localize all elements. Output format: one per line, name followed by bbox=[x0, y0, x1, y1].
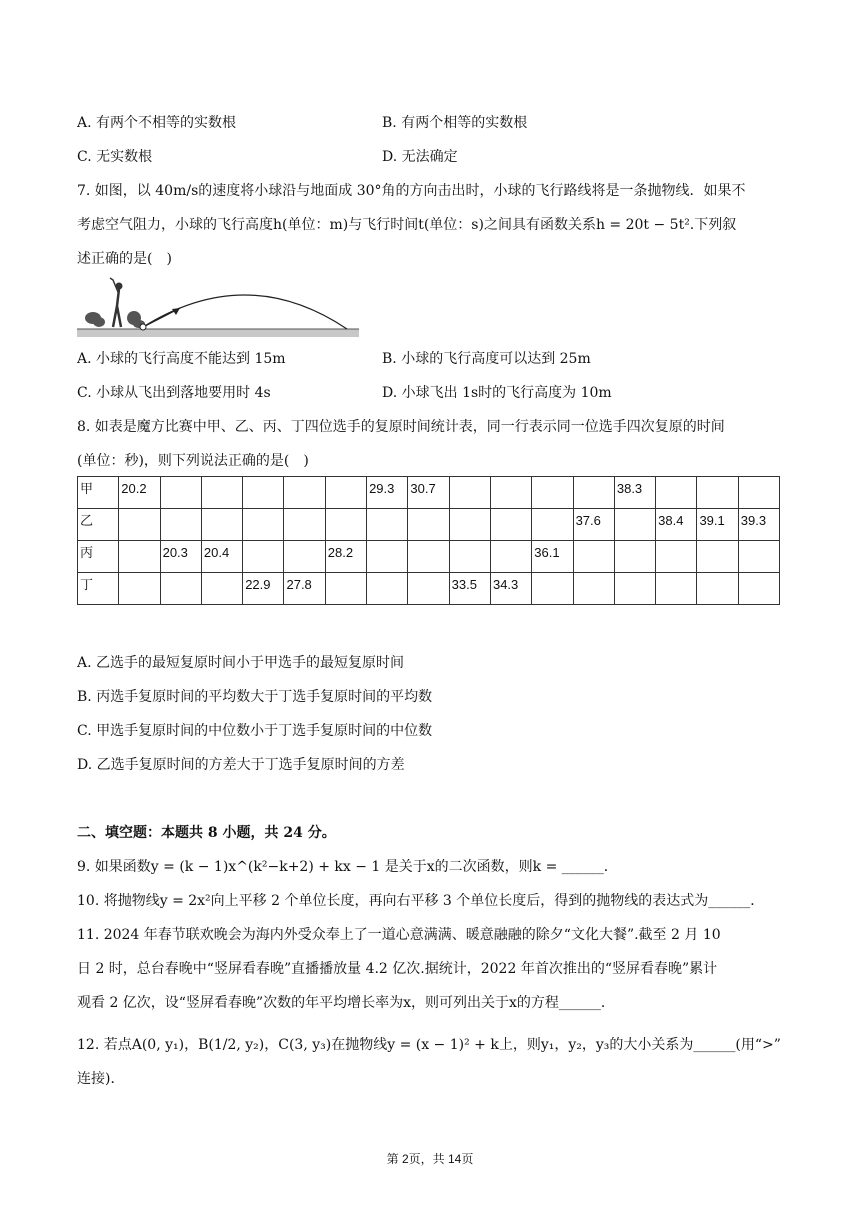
table-cell: 37.6 bbox=[573, 509, 614, 541]
table-cell bbox=[449, 477, 490, 509]
table-cell bbox=[738, 541, 779, 573]
q8-option-a: A. 乙选手的最短复原时间小于甲选手的最短复原时间 bbox=[77, 655, 405, 671]
ground bbox=[77, 329, 359, 337]
table-cell bbox=[119, 509, 160, 541]
table-cell: 38.4 bbox=[656, 509, 697, 541]
golfer-icon bbox=[110, 278, 122, 327]
table-cell bbox=[284, 477, 325, 509]
table-cell: 39.3 bbox=[738, 509, 779, 541]
table-cell: 20.4 bbox=[201, 541, 242, 573]
table-cell bbox=[490, 509, 531, 541]
q7-line-1: 7. 如图，以 40m/s的速度将小球沿与地面成 30°角的方向击出时，小球的飞行路线将是一条抛物线．如果不 bbox=[77, 183, 746, 199]
table-cell bbox=[656, 541, 697, 573]
q7-option-d: D. 小球飞出 1s时的飞行高度为 10m bbox=[382, 385, 612, 401]
table-cell bbox=[697, 573, 738, 605]
table-cell bbox=[284, 509, 325, 541]
q8-option-b: B. 丙选手复原时间的平均数大于丁选手复原时间的平均数 bbox=[77, 689, 433, 705]
q8-option-c: C. 甲选手复原时间的中位数小于丁选手复原时间的中位数 bbox=[77, 723, 433, 739]
table-cell bbox=[449, 541, 490, 573]
q7-line-2: 考虑空气阻力，小球的飞行高度h(单位：m)与飞行时间t(单位：s)之间具有函数关系h = 20t − 5t².下列叙 bbox=[77, 217, 737, 233]
table-cell bbox=[367, 573, 408, 605]
golf-trajectory-figure bbox=[77, 272, 359, 340]
table-cell: 39.1 bbox=[697, 509, 738, 541]
table-cell bbox=[201, 509, 242, 541]
table-cell: 28.2 bbox=[325, 541, 366, 573]
table-cell bbox=[656, 573, 697, 605]
table-cell bbox=[738, 573, 779, 605]
table-cell bbox=[697, 541, 738, 573]
table-cell bbox=[532, 573, 573, 605]
table-cell bbox=[325, 509, 366, 541]
table-cell bbox=[573, 477, 614, 509]
q6-option-a: A. 有两个不相等的实数根 bbox=[77, 115, 237, 131]
table-cell bbox=[243, 477, 284, 509]
q11-line-3: 观看 2 亿次，设“竖屏看春晚”次数的年平均增长率为x，则可列出关于x的方程______． bbox=[77, 995, 615, 1011]
table-row bbox=[78, 573, 780, 605]
table-cell bbox=[408, 509, 449, 541]
table-cell: 20.2 bbox=[119, 477, 160, 509]
table-cell bbox=[201, 573, 242, 605]
table-cell bbox=[160, 509, 201, 541]
table-cell: 36.1 bbox=[532, 541, 573, 573]
table-cell: 20.3 bbox=[160, 541, 201, 573]
table-row-header: 甲 bbox=[78, 477, 119, 509]
table-cell: 22.9 bbox=[243, 573, 284, 605]
table-cell bbox=[325, 477, 366, 509]
table-cell bbox=[160, 477, 201, 509]
table-cell bbox=[160, 573, 201, 605]
table-cell bbox=[532, 509, 573, 541]
table-cell bbox=[614, 573, 655, 605]
table-cell bbox=[119, 573, 160, 605]
table-cell bbox=[697, 477, 738, 509]
q9-text: 9. 如果函数y = (k − 1)x^(k²−k+2) + kx − 1 是关于x的二次函数，则k = ______． bbox=[77, 859, 618, 875]
table-cell bbox=[573, 573, 614, 605]
table-cell bbox=[614, 541, 655, 573]
table-cell: 30.7 bbox=[408, 477, 449, 509]
timing-table bbox=[77, 476, 780, 605]
q12-line-1: 12. 若点A(0, y₁)，B(1/2, y₂)，C(3, y₃)在抛物线y = (x − 1)² + k上，则y₁，y₂，y₃的大小关系为______(用“>” bbox=[77, 1037, 781, 1053]
q6-option-c: C. 无实数根 bbox=[77, 149, 153, 165]
table-row-header: 丁 bbox=[78, 573, 119, 605]
q6-option-d: D. 无法确定 bbox=[382, 149, 458, 165]
q7-line-3: 述正确的是( ) bbox=[77, 251, 172, 267]
q8-line-2: (单位：秒)，则下列说法正确的是( ) bbox=[77, 453, 309, 469]
table-cell bbox=[738, 477, 779, 509]
table-row-header: 丙 bbox=[78, 541, 119, 573]
table-row bbox=[78, 477, 780, 509]
table-cell bbox=[408, 573, 449, 605]
table-cell: 33.5 bbox=[449, 573, 490, 605]
q7-option-b: B. 小球的飞行高度可以达到 25m bbox=[382, 351, 591, 367]
table-cell bbox=[325, 573, 366, 605]
table-row bbox=[78, 509, 780, 541]
q8-option-d: D. 乙选手复原时间的方差大于丁选手复原时间的方差 bbox=[77, 757, 405, 773]
table-row-header: 乙 bbox=[78, 509, 119, 541]
table-row bbox=[78, 541, 780, 573]
page-footer: 第 2页，共 14页 bbox=[386, 1152, 474, 1166]
table-cell bbox=[532, 477, 573, 509]
table-cell: 34.3 bbox=[490, 573, 531, 605]
q10-text: 10. 将抛物线y = 2x²向上平移 2 个单位长度，再向右平移 3 个单位长度后，得到的抛物线的表达式为______． bbox=[77, 893, 765, 909]
table-cell bbox=[408, 541, 449, 573]
table-cell bbox=[201, 477, 242, 509]
table-cell bbox=[243, 509, 284, 541]
q12-line-2: 连接)． bbox=[77, 1071, 125, 1087]
table-cell bbox=[490, 541, 531, 573]
table-cell bbox=[367, 541, 408, 573]
section-heading: 二、填空题：本题共 8 小题，共 24 分。 bbox=[77, 825, 336, 841]
table-cell: 27.8 bbox=[284, 573, 325, 605]
table-cell bbox=[284, 541, 325, 573]
table-cell bbox=[656, 477, 697, 509]
table-cell bbox=[614, 509, 655, 541]
table-cell bbox=[573, 541, 614, 573]
ball-icon bbox=[140, 324, 146, 330]
table-cell bbox=[119, 541, 160, 573]
table-cell: 38.3 bbox=[614, 477, 655, 509]
table-cell: 29.3 bbox=[367, 477, 408, 509]
table-cell bbox=[490, 477, 531, 509]
q11-line-1: 11. 2024 年春节联欢晚会为海内外受众奉上了一道心意满满、暖意融融的除夕“文化大餐”.截至 2 月 10 bbox=[77, 927, 721, 943]
q6-option-b: B. 有两个相等的实数根 bbox=[382, 115, 528, 131]
q11-line-2: 日 2 时，总台春晚中“竖屏看春晚”直播播放量 4.2 亿次.据统计，2022 年首次推出的“竖屏看春晚”累计 bbox=[77, 961, 718, 977]
q8-line-1: 8. 如表是魔方比赛中甲、乙、丙、丁四位选手的复原时间统计表，同一行表示同一位选手四次复原的时间 bbox=[77, 419, 725, 435]
q7-option-c: C. 小球从飞出到落地要用时 4s bbox=[77, 385, 271, 401]
table-cell bbox=[243, 541, 284, 573]
q7-option-a: A. 小球的飞行高度不能达到 15m bbox=[77, 351, 286, 367]
table-cell bbox=[449, 509, 490, 541]
table-cell bbox=[367, 509, 408, 541]
